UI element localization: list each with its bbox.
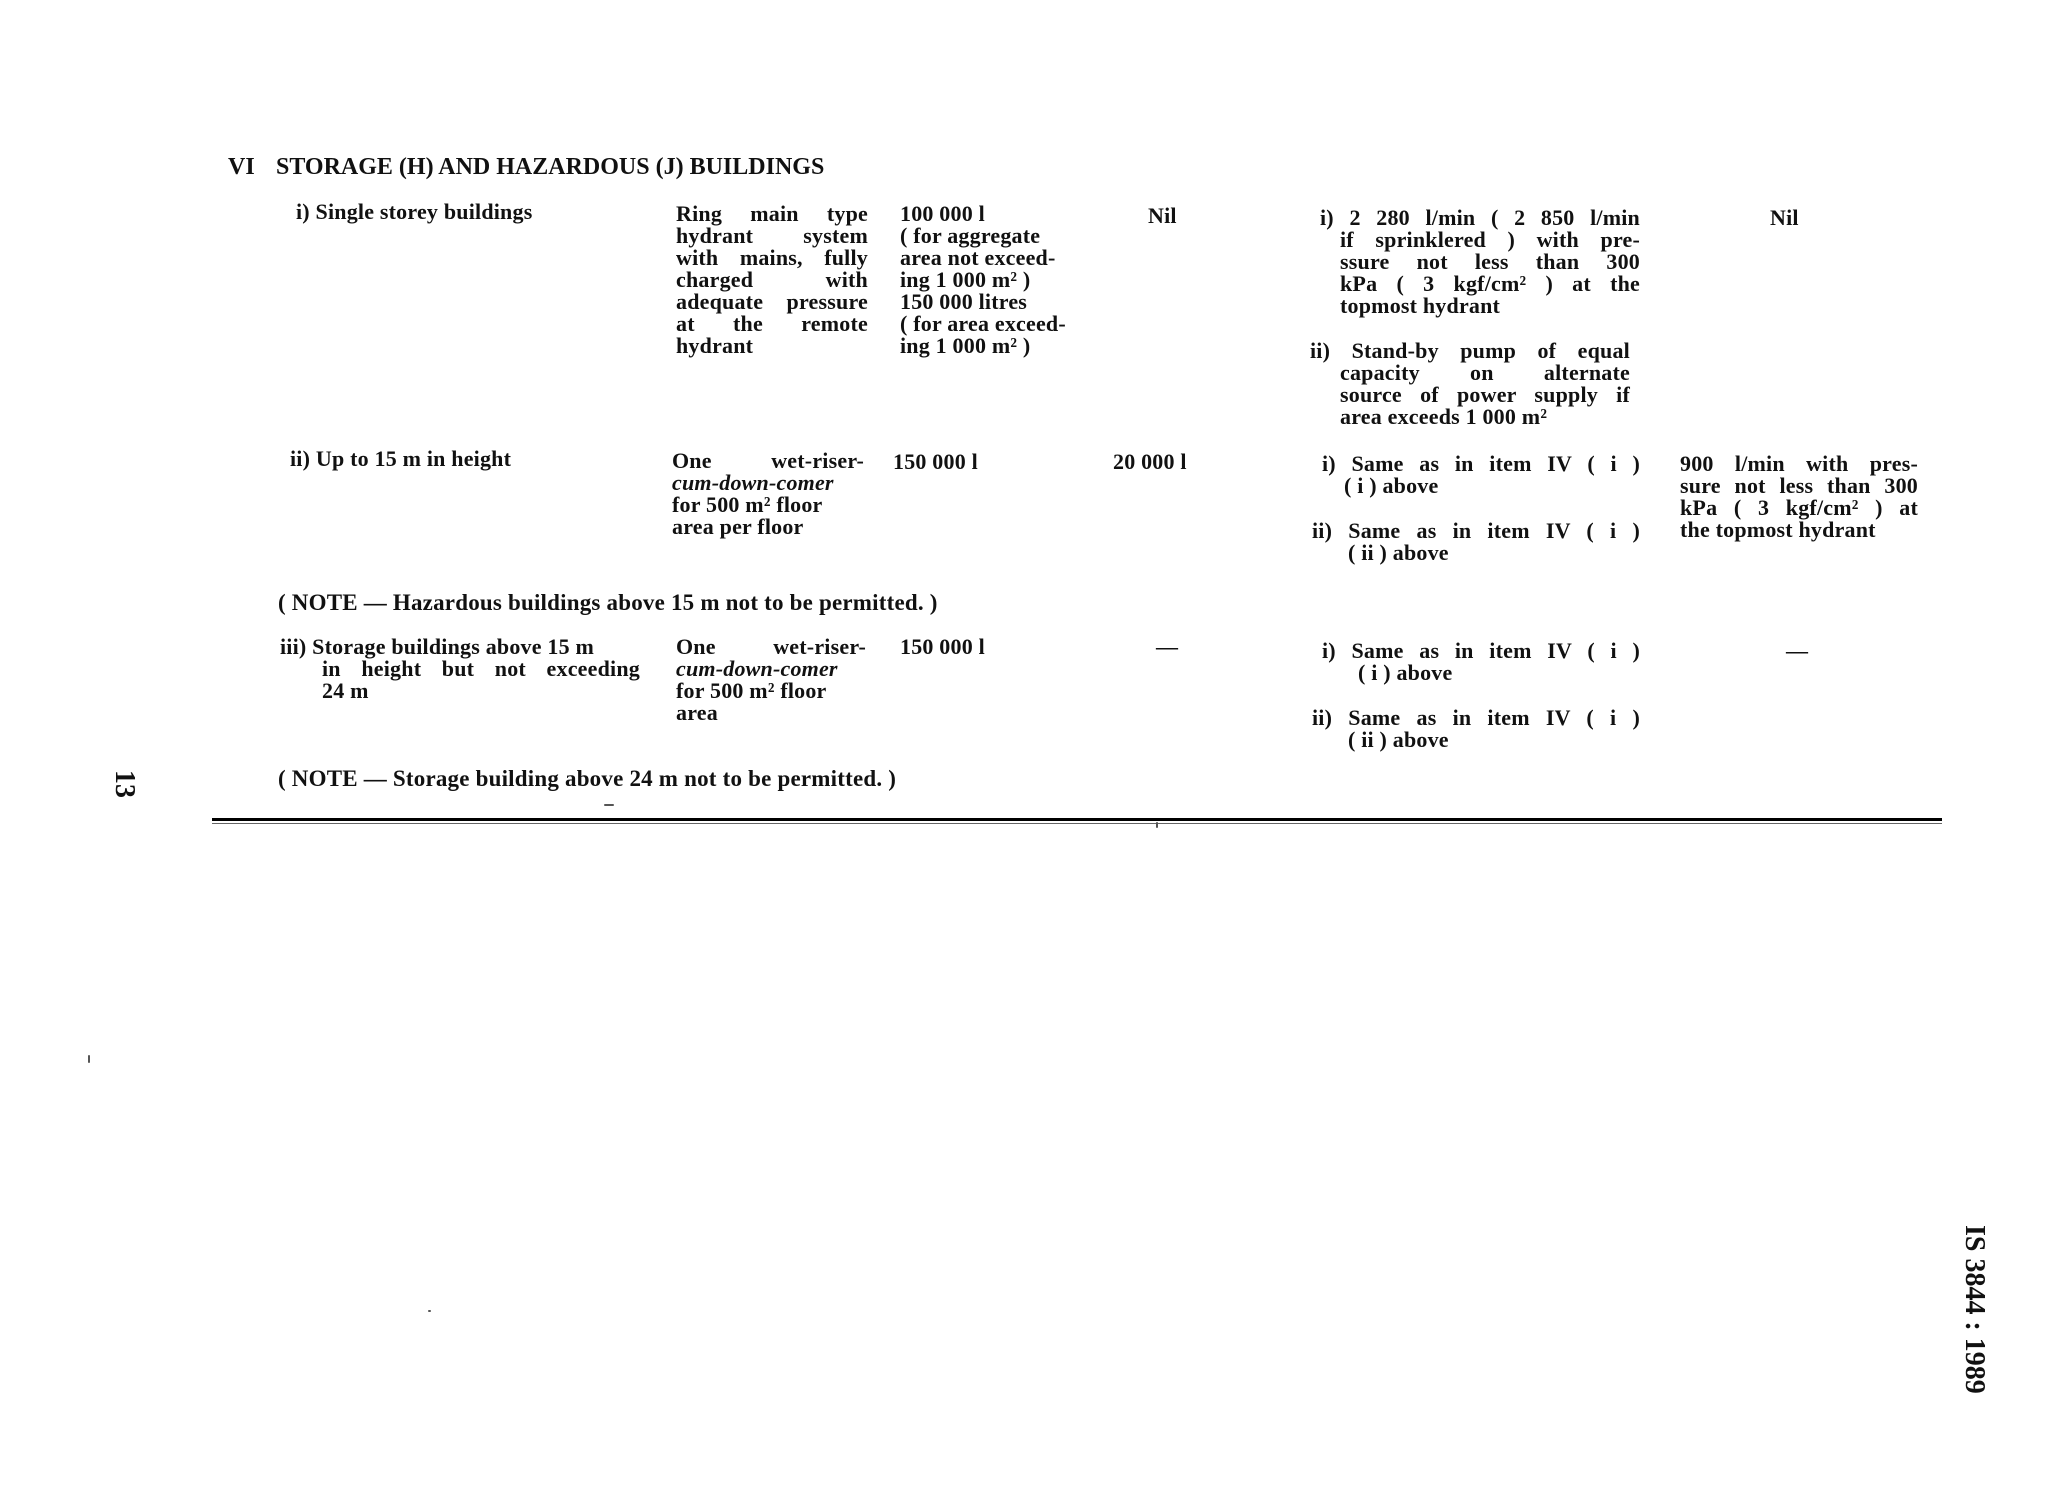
row1-pumps-line: topmost hydrant <box>1340 293 1501 318</box>
row1-system-line: at the remote <box>676 311 868 336</box>
row2-terrace-pump-line: sure not less than 300 <box>1680 473 1918 498</box>
row1-storage <box>900 203 1066 357</box>
row2-terrace-tank: 20 000 l <box>1113 449 1187 474</box>
row2-item-line: ii) Up to 15 m in height <box>290 446 512 471</box>
row3-pumps-first <box>1322 640 1640 684</box>
row1-storage-line: area not exceed- <box>900 245 1056 270</box>
scan-speck <box>604 804 614 806</box>
row2-system-line: area per floor <box>672 514 804 539</box>
row1-pumps-first <box>1320 207 1640 317</box>
row3-item-line: iii) Storage buildings above 15 m <box>280 634 595 659</box>
row3-storage-line: 150 000 l <box>900 634 985 659</box>
standard-reference: IS 3844 : 1989 <box>1959 1225 1990 1394</box>
row3-item-line: 24 m <box>322 678 369 703</box>
row3-pumps-line: i) Same as in item IV ( i ) <box>1322 638 1640 663</box>
row2-pumps-line: ( ii ) above <box>1348 540 1449 565</box>
note-hazardous: ( NOTE — Hazardous buildings above 15 m not to be permitted. ) <box>278 590 938 615</box>
row2-pumps-line: i) Same as in item IV ( i ) <box>1322 451 1640 476</box>
row1-item-line: i) Single storey buildings <box>296 199 533 224</box>
table-bottom-rule <box>212 818 1942 821</box>
row3-system-line: cum-down-comer <box>676 656 838 681</box>
row2-terrace-pump-line: 900 l/min with pres- <box>1680 451 1918 476</box>
row2-pumps-first <box>1322 453 1640 497</box>
row1-pumps-second <box>1310 340 1630 428</box>
row3-system-line: for 500 m² floor <box>676 678 827 703</box>
row3-pumps-second <box>1312 707 1640 751</box>
row1-pumps-line: kPa ( 3 kgf/cm² ) at the <box>1340 271 1640 296</box>
section-number: VI <box>228 154 255 180</box>
row1-storage-line: ( for area exceed- <box>900 311 1066 336</box>
page-number: 13 <box>109 770 140 798</box>
row2-terrace-pump-line: the topmost hydrant <box>1680 517 1876 542</box>
row3-pumps-line: ( i ) above <box>1358 660 1453 685</box>
row3-item <box>280 636 640 702</box>
row1-storage-line: 100 000 l <box>900 201 985 226</box>
row1-pumps-line: capacity on alternate <box>1340 360 1630 385</box>
row2-pumps-line: ( i ) above <box>1344 473 1439 498</box>
row1-system-line: with mains, fully <box>676 245 868 270</box>
row1-system-line: adequate pressure <box>676 289 868 314</box>
row1-system-line: hydrant <box>676 333 754 358</box>
row3-system <box>676 636 866 724</box>
scan-speck <box>88 1055 90 1063</box>
note-storage: ( NOTE — Storage building above 24 m not to be permitted. ) <box>278 766 897 791</box>
row1-terrace-pump: Nil <box>1770 205 1799 230</box>
row2-storage-line: 150 000 l <box>893 449 978 474</box>
section-title: STORAGE (H) AND HAZARDOUS (J) BUILDINGS <box>276 154 825 180</box>
row2-item <box>290 448 511 470</box>
row2-pumps-second <box>1312 520 1640 564</box>
row1-pumps-line: i) 2 280 l/min ( 2 850 l/min <box>1320 205 1640 230</box>
row1-pumps-line: ii) Stand-by pump of equal <box>1310 338 1630 363</box>
row3-system-line: One wet-riser- <box>676 634 866 659</box>
row3-system-line: area <box>676 700 718 725</box>
row1-pumps-line: area exceeds 1 000 m² <box>1340 404 1548 429</box>
row1-pumps-line: source of power supply if <box>1340 382 1630 407</box>
row1-storage-line: ing 1 000 m² ) <box>900 333 1031 358</box>
row1-storage-line: 150 000 litres <box>900 289 1028 314</box>
row1-pumps-line: if sprinklered ) with pre- <box>1340 227 1640 252</box>
row2-terrace-pump-line: kPa ( 3 kgf/cm² ) at <box>1680 495 1918 520</box>
row2-pumps-line: ii) Same as in item IV ( i ) <box>1312 518 1640 543</box>
row1-storage-line: ( for aggregate <box>900 223 1041 248</box>
row1-item <box>296 201 532 223</box>
row2-terrace-pump <box>1680 453 1918 541</box>
row2-system-line: One wet-riser- <box>672 448 864 473</box>
row1-system-line: Ring main type <box>676 201 868 226</box>
scan-speck <box>428 1310 431 1312</box>
row3-terrace-tank: — <box>1156 634 1179 659</box>
row3-storage <box>900 636 985 658</box>
row1-system-line: hydrant system <box>676 223 868 248</box>
row1-storage-line: ing 1 000 m² ) <box>900 267 1031 292</box>
row3-pumps-line: ( ii ) above <box>1348 727 1449 752</box>
row3-pumps-line: ii) Same as in item IV ( i ) <box>1312 705 1640 730</box>
row3-terrace-pump: — <box>1786 638 1809 663</box>
row3-item-line: in height but not exceeding <box>322 656 640 681</box>
row1-pumps-line: ssure not less than 300 <box>1340 249 1640 274</box>
row2-system-line: cum-down-comer <box>672 470 834 495</box>
row1-system-line: charged with <box>676 267 868 292</box>
row2-storage <box>893 451 978 473</box>
row2-system <box>672 450 864 538</box>
row1-terrace-tank: Nil <box>1148 203 1177 228</box>
row1-system <box>676 203 868 357</box>
table-bottom-rule-thin <box>212 823 1942 824</box>
row2-system-line: for 500 m² floor <box>672 492 823 517</box>
scan-speck <box>1156 822 1158 828</box>
